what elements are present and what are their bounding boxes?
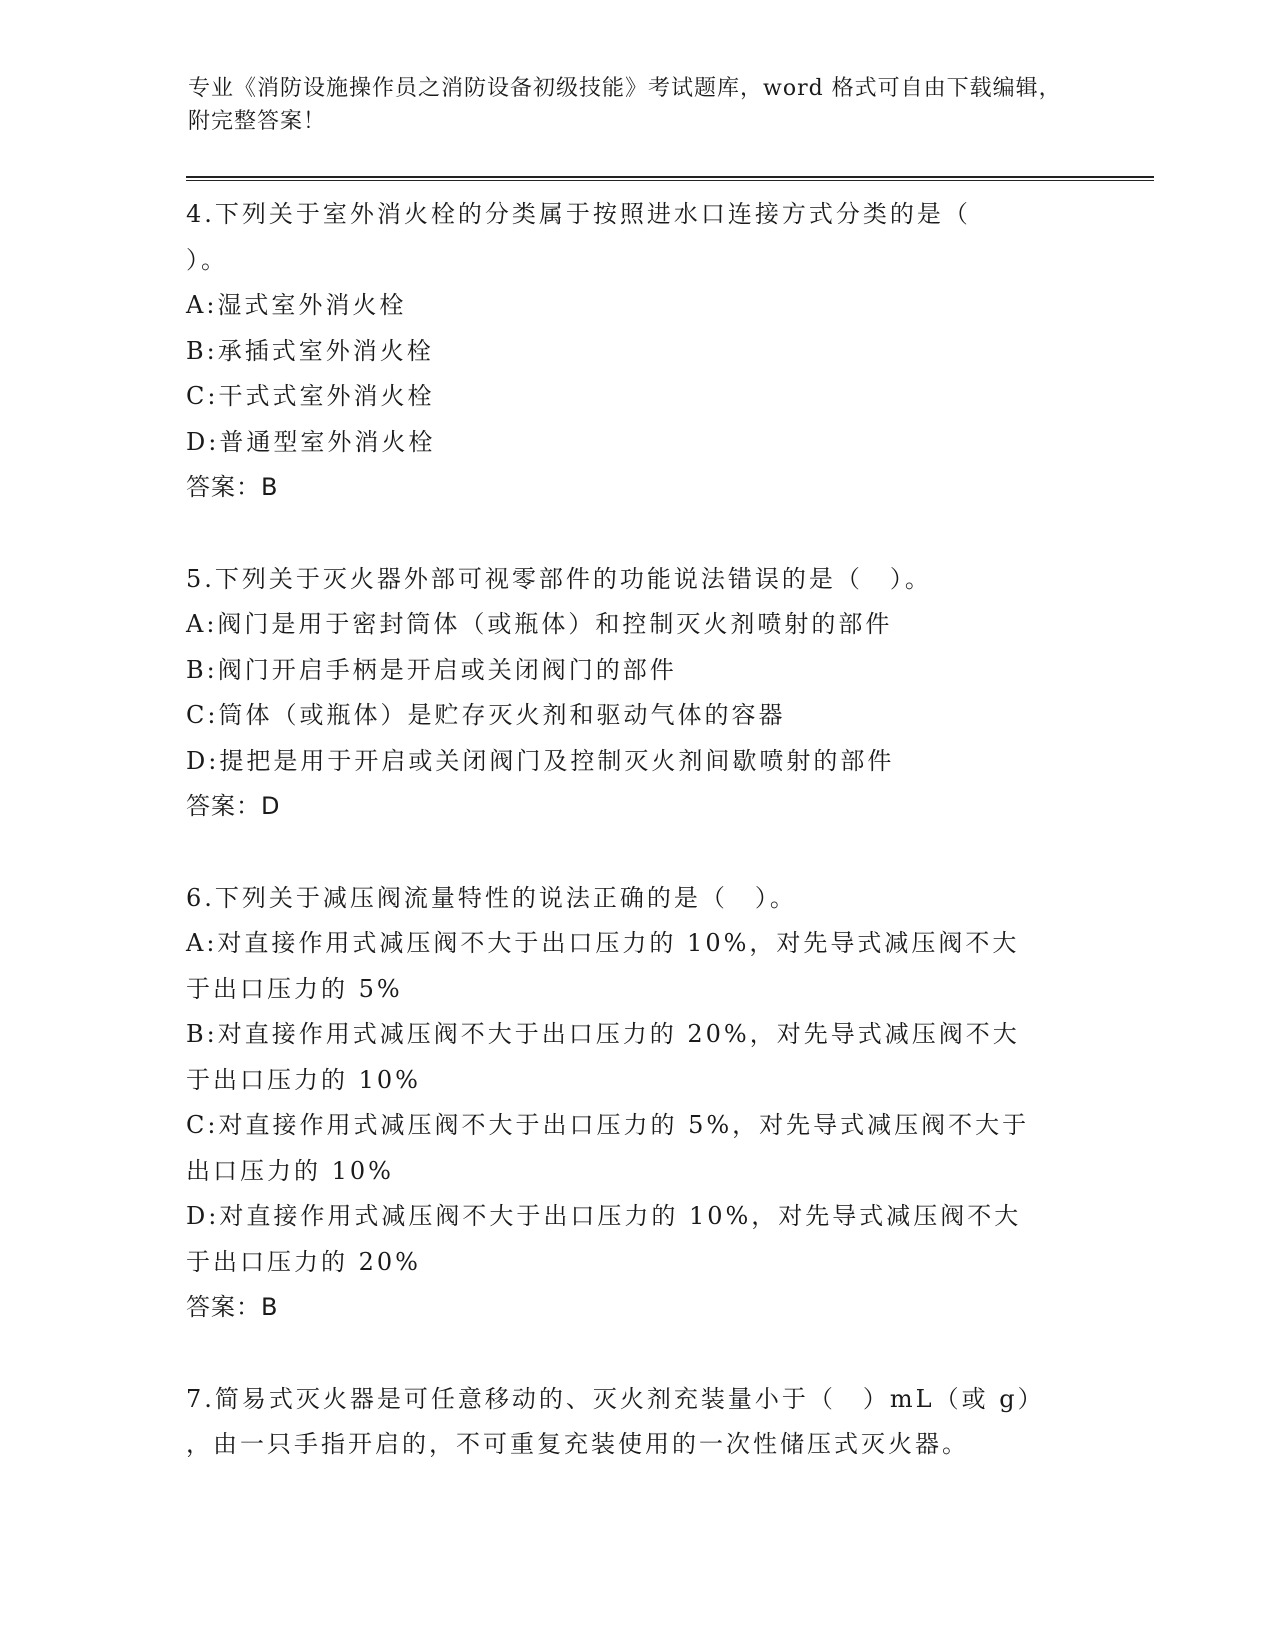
option-text: 对直接作用式减压阀不大于出口压力的 10%，对先导式减压阀不大 [219, 1202, 1022, 1230]
option-text: 对直接作用式减压阀不大于出口压力的 10%，对先导式减压阀不大 [217, 929, 1020, 957]
option-b-continued: 于出口压力的 10% [186, 1065, 421, 1094]
option-key: C: [186, 1111, 219, 1139]
option-b [186, 329, 1086, 375]
option-a [186, 921, 1086, 967]
answer-label: 答案：B [186, 1293, 279, 1321]
option-key: B: [186, 336, 218, 365]
option-c [186, 1103, 1086, 1149]
option-key: D: [186, 427, 220, 456]
option-text: 阀门是用于密封筒体（或瓶体）和控制灭火剂喷射的部件 [217, 610, 893, 638]
header-divider [186, 176, 1154, 181]
option-c [186, 374, 1086, 420]
option-d [186, 420, 1086, 466]
option-a-continued: 于出口压力的 5% [186, 974, 403, 1003]
question-stem-continued: ）。 [186, 245, 228, 274]
question-4 [186, 192, 1086, 511]
option-d [186, 1194, 1086, 1240]
document-header: 专业《消防设施操作员之消防设备初级技能》考试题库，word 格式可自由下载编辑，附完整答案！ [188, 76, 1062, 134]
option-text: 阀门开启手柄是开启或关闭阀门的部件 [217, 655, 677, 684]
option-key: D: [186, 746, 220, 775]
option-key: B: [186, 655, 218, 684]
option-b [186, 648, 1086, 694]
option-d [186, 739, 1086, 785]
question-list [186, 192, 1086, 1514]
option-key: A: [186, 929, 218, 957]
question-7 [186, 1377, 1086, 1468]
answer-label: 答案：B [186, 473, 279, 501]
option-key: A: [186, 291, 218, 319]
option-c-continued: 出口压力的 10% [186, 1156, 394, 1185]
option-text: 对直接作用式减压阀不大于出口压力的 5%，对先导式减压阀不大于 [218, 1111, 1030, 1139]
option-text: 筒体（或瓶体）是贮存灭火剂和驱动气体的容器 [218, 701, 786, 729]
option-text: 湿式室外消火栓 [217, 291, 407, 319]
option-key: B: [186, 1020, 218, 1048]
option-text: 提把是用于开启或关闭阀门及控制灭火剂间歇喷射的部件 [219, 746, 895, 775]
option-d-continued: 于出口压力的 20% [186, 1247, 421, 1276]
option-a [186, 602, 1086, 648]
option-text: 承插式室外消火栓 [217, 336, 434, 365]
option-text: 干式式室外消火栓 [218, 382, 435, 410]
answer-label: 答案：D [186, 792, 281, 820]
option-key: D: [186, 1202, 220, 1230]
option-key: C: [186, 382, 219, 410]
question-stem: 4.下列关于室外消火栓的分类属于按照进水口连接方式分类的是（ [186, 200, 971, 228]
question-stem: 5.下列关于灭火器外部可视零部件的功能说法错误的是（ ）。 [186, 564, 932, 593]
option-key: C: [186, 701, 219, 729]
question-stem: 7.简易式灭火器是可任意移动的、灭火剂充装量小于（ ）mL（或 g） [186, 1384, 1045, 1413]
question-5 [186, 557, 1086, 830]
option-text: 对直接作用式减压阀不大于出口压力的 20%，对先导式减压阀不大 [217, 1020, 1020, 1048]
option-a [186, 283, 1086, 329]
question-stem-continued: ，由一只手指开启的，不可重复充装使用的一次性储压式灭火器。 [186, 1430, 969, 1458]
option-text: 普通型室外消火栓 [219, 427, 436, 456]
question-stem: 6.下列关于减压阀流量特性的说法正确的是（ ）。 [186, 883, 797, 912]
question-6 [186, 876, 1086, 1331]
option-key: A: [186, 610, 218, 638]
option-c [186, 693, 1086, 739]
option-b [186, 1012, 1086, 1058]
